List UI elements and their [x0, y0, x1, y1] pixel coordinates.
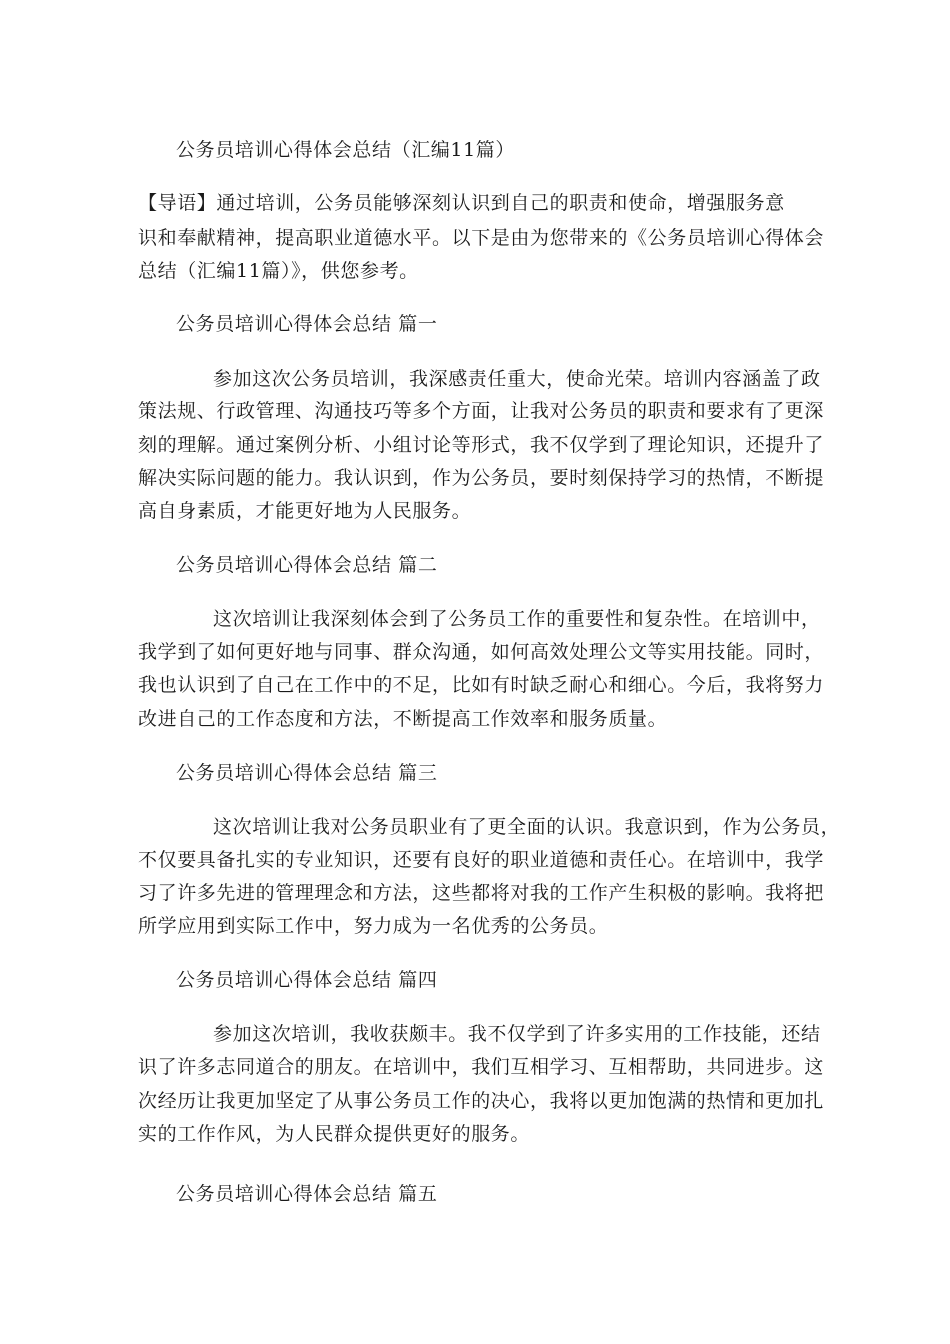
section-3-line: 所学应用到实际工作中，努力成为一名优秀的公务员。 — [138, 915, 609, 937]
section-heading-5: 公务员培训心得体会总结 篇五 — [176, 1183, 438, 1205]
section-3-line: 不仅要具备扎实的专业知识，还要有良好的职业道德和责任心。在培训中，我学 — [138, 849, 825, 871]
section-2-line: 改进自己的工作态度和方法，不断提高工作效率和服务质量。 — [138, 708, 668, 730]
document-title: 公务员培训心得体会总结（汇编11篇） — [176, 139, 515, 161]
section-3-line: 习了许多先进的管理理念和方法，这些都将对我的工作产生积极的影响。我将把 — [138, 882, 825, 904]
section-heading-3: 公务员培训心得体会总结 篇三 — [176, 762, 438, 784]
section-1-line: 刻的理解。通过案例分析、小组讨论等形式，我不仅学到了理论知识，还提升了 — [138, 434, 825, 456]
section-2-line: 我学到了如何更好地与同事、群众沟通，如何高效处理公文等实用技能。同时， — [138, 641, 825, 663]
intro-line: 总结（汇编11篇）》，供您参考。 — [138, 260, 419, 282]
section-1-line: 参加这次公务员培训，我深感责任重大，使命光荣。培训内容涵盖了政 — [213, 368, 821, 390]
section-4-line: 实的工作作风，为人民群众提供更好的服务。 — [138, 1123, 531, 1145]
section-heading-2: 公务员培训心得体会总结 篇二 — [176, 554, 438, 576]
section-2-line: 我也认识到了自己在工作中的不足，比如有时缺乏耐心和细心。今后，我将努力 — [138, 674, 825, 696]
intro-line: 【导语】通过培训，公务员能够深刻认识到自己的职责和使命，增强服务意 — [138, 192, 785, 214]
section-heading-4: 公务员培训心得体会总结 篇四 — [176, 969, 438, 991]
section-2-line: 这次培训让我深刻体会到了公务员工作的重要性和复杂性。在培训中， — [213, 608, 821, 630]
section-4-line: 识了许多志同道合的朋友。在培训中，我们互相学习、互相帮助，共同进步。这 — [138, 1056, 825, 1078]
section-1-line: 策法规、行政管理、沟通技巧等多个方面，让我对公务员的职责和要求有了更深 — [138, 400, 825, 422]
section-1-line: 解决实际问题的能力。我认识到，作为公务员，要时刻保持学习的热情，不断提 — [138, 467, 825, 489]
section-heading-1: 公务员培训心得体会总结 篇一 — [176, 313, 438, 335]
section-4-line: 参加这次培训，我收获颇丰。我不仅学到了许多实用的工作技能，还结 — [213, 1023, 821, 1045]
section-1-line: 高自身素质，才能更好地为人民服务。 — [138, 500, 472, 522]
section-3-line: 这次培训让我对公务员职业有了更全面的认识。我意识到，作为公务员， — [213, 816, 841, 838]
intro-line: 识和奉献精神，提高职业道德水平。以下是由为您带来的《公务员培训心得体会 — [138, 227, 825, 249]
section-4-line: 次经历让我更加坚定了从事公务员工作的决心，我将以更加饱满的热情和更加扎 — [138, 1090, 825, 1112]
